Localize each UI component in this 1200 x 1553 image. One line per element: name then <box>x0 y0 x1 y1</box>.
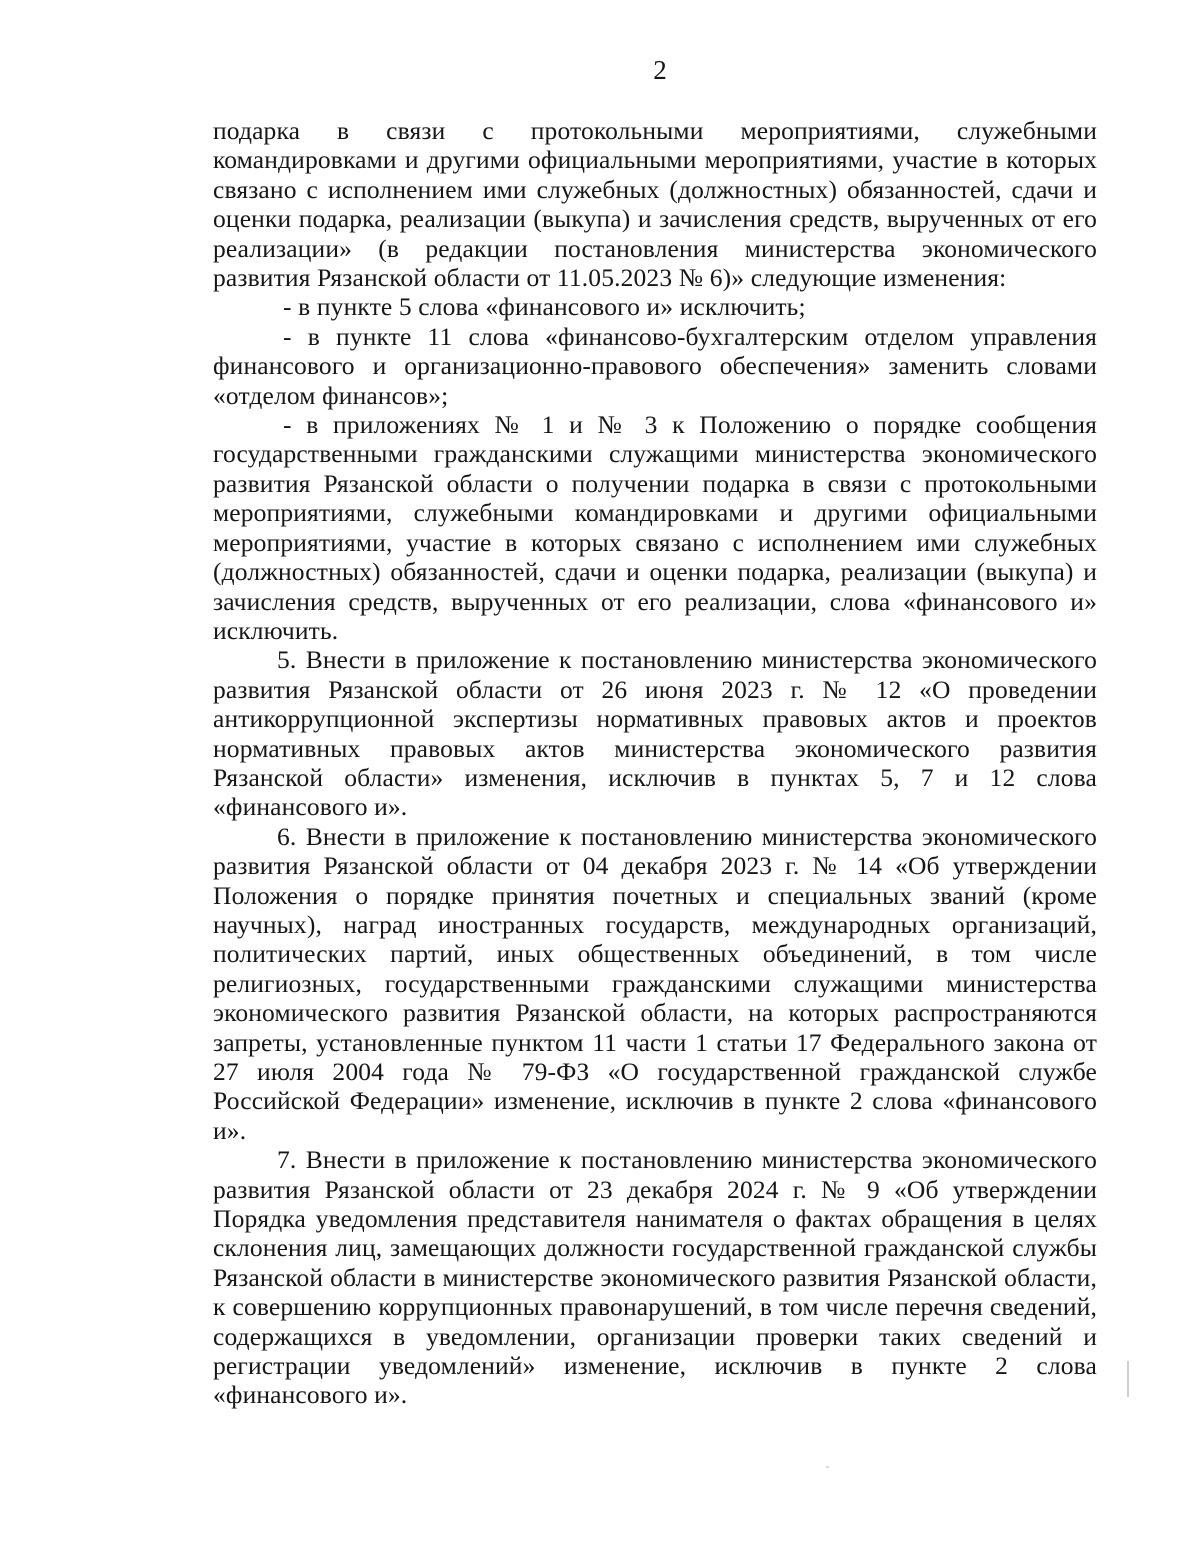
paragraph-5: 5. Внести в приложение к постановлению министерства экономического развития Рязанской области от 26 июня 2023 г. № 12 «О проведении антикоррупционной экспертизы нормативных правовых актов и проектов нормативных правовых актов министерства экономического развития Рязанской области» изменения, исключив в пунктах 5, 7 и 12 слова «финансового и». <box>213 645 1097 822</box>
document-body <box>213 116 1097 1410</box>
list-item-point-11: - в пункте 11 слова «финансово-бухгалтерским отделом управления финансового и организационно-правового обеспечения» заменить словами «отделом финансов»; <box>213 321 1097 410</box>
list-item-appendices: - в приложениях № 1 и № 3 к Положению о порядке сообщения государственными гражданскими служащими министерства экономического развития Рязанской области о получении подарка в связи с протокольными мероприятиями, служебными командировками и другими официальными мероприятиями, участие в которых связано с исполнением ими служебных (должностных) обязанностей, сдачи и оценки подарка, реализации (выкупа) и зачисления средств, вырученных от его реализации, слова «финансового и» исключить. <box>213 410 1097 645</box>
scan-speck <box>826 1466 829 1468</box>
list-item-point-5: - в пункте 5 слова «финансового и» исключить; <box>283 292 806 322</box>
intro-paragraph: подарка в связи с протокольными мероприятиями, служебными командировками и другими официальными мероприятиями, участие в которых связано с исполнением ими служебных (должностных) обязанностей, сдачи и оценки подарка, реализации (выкупа) и зачисления средств, вырученных от его реализации» (в редакции постановления министерства экономического развития Рязанской области от 11.05.2023 № 6)» следующие изменения: <box>213 116 1097 293</box>
paragraph-6: 6. Внести в приложение к постановлению министерства экономического развития Рязанской области от 04 декабря 2023 г. № 14 «Об утверждении Положения о порядке принятия почетных и специальных званий (кроме научных), наград иностранных государств, международных организаций, политических партий, иных общественных объединений, в том числе религиозных, государственными гражданскими служащими министерства экономического развития Рязанской области, на которых распространяются запреты, установленные пунктом 11 части 1 статьи 17 Федерального закона от 27 июля 2004 года № 79-ФЗ «О государственной гражданской службе Российской Федерации» изменение, исключив в пункте 2 слова «финансового и». <box>213 821 1097 1145</box>
paragraph-7: 7. Внести в приложение к постановлению министерства экономического развития Рязанской области от 23 декабря 2024 г. № 9 «Об утверждении Порядка уведомления представителя нанимателя о фактах обращения в целях склонения лиц, замещающих должности государственной гражданской службы Рязанской области в министерстве экономического развития Рязанской области, к совершению коррупционных правонарушений, в том числе перечня сведений, содержащихся в уведомлении, организации проверки таких сведений и регистрации уведомлений» изменение, исключив в пункте 2 слова «финансового и». <box>213 1145 1097 1410</box>
scan-margin-mark <box>1127 1361 1129 1397</box>
page-number: 2 <box>653 55 667 85</box>
